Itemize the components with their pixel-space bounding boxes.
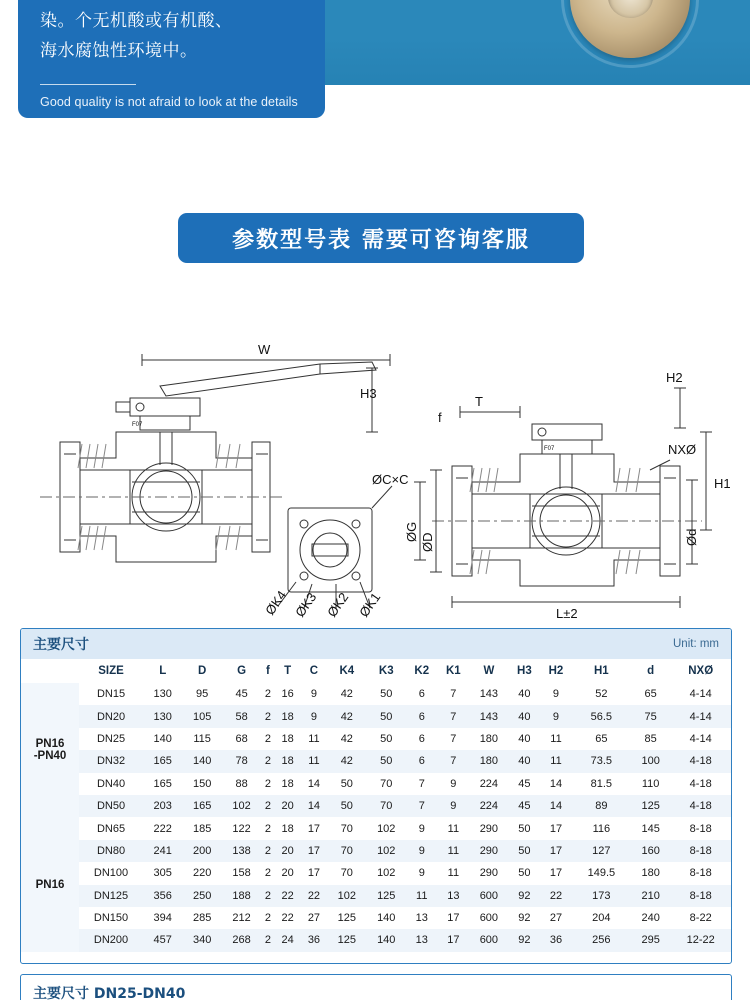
table-cell: 56.5 [590,710,613,723]
table-cell: 24 [281,934,294,947]
table-cell: 110 [641,777,660,790]
table-cell: 27 [549,912,563,925]
table-cell: 160 [641,844,660,857]
dimension-table-unit: Unit: mm [673,638,719,650]
table-cell: 22 [307,889,321,902]
table-col-header-k3: K3 [378,665,394,677]
table-cell: 17 [307,822,321,835]
drawing-flange-tag-right: F07 [544,446,555,452]
table-cell: 70 [380,777,393,790]
table-cell: 138 [232,844,251,857]
intro-en-line: Good quality is not afraid to look at the details [40,95,298,109]
table-cell: 50 [380,732,393,745]
table-cell: 50 [380,710,393,723]
table-row [21,795,731,817]
table-cell: 36 [307,934,321,947]
table-cell: 210 [641,889,660,902]
table-cell: 200 [192,844,212,857]
table-cell: 6 [418,732,425,745]
table-cell: 102 [377,867,396,880]
table-cell: 9 [552,710,560,723]
table-cell: 9 [450,800,457,813]
table-cell: 50 [518,822,531,835]
table-cell: 18 [281,710,294,723]
drawing-label-length: L±2 [556,606,578,620]
dimension-table [21,659,731,952]
table-cell: 2 [264,800,271,813]
intro-card [18,0,325,118]
table-col-header-t: T [284,665,292,677]
table-cell: 17 [447,934,460,947]
table-row [21,773,731,795]
drawing-label-h2: H2 [666,370,683,385]
table-cell: 50 [380,688,393,701]
drawing-label-k2: ØK2 [324,589,352,620]
table-cell: 6 [418,710,425,723]
table-cell: 285 [192,912,212,925]
table-cell: 20 [281,844,294,857]
table-cell: 40 [518,732,531,745]
table-cell: 7 [418,800,425,813]
drawing-label-phid-small: Ød [684,528,699,546]
table-cell: 140 [153,732,172,745]
section-title: 参数型号表 需要可咨询客服 [178,213,584,263]
table-cell: 68 [235,732,248,745]
table-cell: 11 [447,867,460,880]
table-col-header-f: f [265,665,270,677]
intro-cn-line-1: 染。个无机酸或有机酸、 [40,11,233,31]
table-cell: 125 [641,800,660,813]
table-cell: 165 [192,800,212,813]
table-cell: 125 [337,912,356,925]
table-row [21,728,731,750]
table-cell: 7 [450,710,457,723]
drawing-label-k4: ØK4 [262,587,290,618]
table-row [21,683,731,705]
table-cell: 17 [307,844,321,857]
table-cell: 116 [592,822,611,835]
table-cell: 8-22 [689,912,712,925]
table-cell: 14 [307,777,321,790]
table-cell: 42 [340,755,353,768]
table-cell: 17 [549,844,563,857]
table-cell: 290 [479,844,499,857]
table-cell: 20 [281,800,294,813]
table-cell: 18 [281,755,294,768]
table-col-header-d: d [647,665,655,677]
table-cell: 14 [549,777,563,790]
table-cell: 2 [264,822,271,835]
table-body [21,683,731,952]
table-cell: 2 [264,934,271,947]
table-cell-size: DN25 [96,732,126,745]
table-cell: 165 [153,755,172,768]
table-cell: 42 [340,710,353,723]
table-cell: 143 [479,710,499,723]
table-cell: 58 [235,710,248,723]
table-cell: 9 [418,867,425,880]
table-cell: 125 [337,934,356,947]
table-cell-size: DN80 [96,844,126,857]
table-cell: 290 [479,822,499,835]
table-cell: 20 [281,867,294,880]
intro-cn-line-2: 海水腐蚀性环境中。 [40,41,198,61]
dimension-table-header [21,629,731,659]
table-cell-size: DN15 [96,688,126,701]
table-cell: 180 [479,755,499,768]
drawing-label-w: W [258,342,271,357]
table-cell: 100 [641,755,660,768]
table-cell: 6 [418,755,425,768]
table-cell: 9 [418,844,425,857]
table-cell: 18 [281,777,294,790]
table-cell: 42 [340,732,353,745]
table-cell: 42 [340,688,353,701]
table-cell: 356 [153,889,172,902]
table-cell: 11 [550,732,562,745]
table-cell: 89 [595,800,608,813]
table-cell-size: DN100 [93,867,129,880]
table-cell: 158 [232,867,251,880]
table-cell: 4-14 [689,688,712,701]
table-cell: 50 [380,755,393,768]
table-col-header-k4: K4 [339,665,355,677]
table-cell: 18 [281,732,294,745]
table-cell: 12-22 [686,934,715,947]
table-cell: 4-18 [689,777,712,790]
table-cell: 102 [337,889,356,902]
table-cell: 180 [641,867,660,880]
table-cell: 14 [307,800,321,813]
table-cell: 50 [518,844,531,857]
table-cell: 52 [595,688,608,701]
table-cell: 140 [377,912,396,925]
table-cell: 40 [518,755,531,768]
table-cell: 290 [479,867,499,880]
table-cell: 115 [193,732,211,745]
table-col-header-nx-: NXØ [688,665,714,677]
drawing-label-phid: ØD [420,532,435,552]
table-cell: 7 [450,732,457,745]
table-cell: 9 [310,688,317,701]
drawing-label-t: T [475,394,483,409]
table-row [21,750,731,772]
table-cell: 81.5 [590,777,613,790]
table-cell: 11 [447,844,460,857]
table-cell: 40 [518,688,531,701]
table-cell: 16 [281,688,294,701]
table-col-header-c: C [309,665,319,677]
table-cell: 8-18 [689,822,712,835]
table-cell: 17 [307,867,321,880]
table-cell-size: DN200 [93,934,129,947]
table-cell: 11 [550,755,562,768]
table-cell: 70 [340,867,353,880]
table-cell: 70 [380,800,393,813]
pressure-rating-cell: PN16 [21,817,79,951]
table-col-header-group [21,659,79,683]
table-col-header-size: SIZE [98,665,124,677]
table-cell: 65 [644,688,657,701]
table-cell: 600 [479,889,499,902]
table-cell: 394 [153,912,172,925]
drawing-label-h3: H3 [360,386,377,401]
secondary-table-card [20,974,732,1000]
table-cell: 2 [264,889,271,902]
table-cell: 45 [235,688,248,701]
table-cell: 4-14 [689,732,712,745]
dimension-table-head-row [21,659,731,683]
table-cell: 92 [518,934,531,947]
table-cell: 11 [308,732,320,745]
table-cell: 165 [153,777,172,790]
table-cell-size: DN150 [93,912,129,925]
table-col-header-k2: K2 [414,665,430,677]
table-cell: 50 [518,867,531,880]
table-cell: 13 [447,889,460,902]
table-row [21,817,731,839]
table-cell: 45 [518,777,531,790]
product-photo [325,0,750,85]
table-cell: 105 [192,710,212,723]
table-cell: 78 [235,755,248,768]
table-row [21,705,731,727]
table-cell: 4-14 [689,710,712,723]
table-cell: 2 [264,732,271,745]
table-cell: 2 [264,867,271,880]
table-col-header-k1: K1 [446,665,461,677]
dimension-table-card [20,628,732,964]
table-cell: 140 [192,755,212,768]
table-cell: 256 [592,934,611,947]
table-cell: 70 [340,844,353,857]
table-col-header-h2: H2 [548,665,564,677]
table-cell: 9 [418,822,425,835]
table-cell: 250 [192,889,212,902]
technical-drawing [20,320,732,620]
table-col-header-d: D [198,665,207,677]
intro-divider [40,84,136,85]
table-cell: 2 [264,844,271,857]
drawing-label-f: f [438,410,442,425]
dimension-table-title: 主要尺寸 [33,637,89,653]
drawing-flange-tag-left: F07 [132,422,143,428]
table-cell: 140 [377,934,396,947]
table-cell-size: DN50 [96,800,126,813]
table-cell: 222 [153,822,172,835]
table-cell: 130 [153,710,172,723]
table-cell: 102 [377,822,396,835]
table-cell: 212 [232,912,251,925]
table-cell: 295 [641,934,660,947]
table-cell: 180 [479,732,499,745]
table-cell: 8-18 [689,844,712,857]
table-cell: 14 [549,800,563,813]
table-cell: 143 [479,688,499,701]
table-cell: 102 [377,844,396,857]
table-cell: 600 [479,912,499,925]
table-cell: 2 [264,755,271,768]
table-cell: 7 [450,755,457,768]
table-cell-size: DN32 [96,755,126,768]
table-cell: 203 [153,800,172,813]
table-cell: 13 [415,934,428,947]
table-cell: 125 [377,889,396,902]
table-cell: 18 [281,822,294,835]
table-cell: 45 [518,800,531,813]
table-cell: 102 [232,800,251,813]
table-row [21,885,731,907]
pressure-rating-cell: PN16 -PN40 [21,683,79,817]
drawing-label-h1: H1 [714,476,731,491]
table-cell: 17 [549,867,563,880]
table-cell: 92 [518,889,531,902]
table-cell-size: DN40 [96,777,126,790]
table-cell: 220 [192,867,212,880]
table-cell: 122 [232,822,251,835]
table-cell: 70 [340,822,353,835]
table-cell: 240 [641,912,660,925]
table-cell: 8-18 [689,889,712,902]
table-cell: 2 [264,688,271,701]
drawing-label-nxphi: NXØ [668,442,697,457]
table-cell: 241 [153,844,172,857]
table-cell: 95 [196,688,209,701]
table-cell: 7 [418,777,425,790]
drawing-label-cxc: ØC×C [372,472,409,487]
table-cell: 22 [281,912,294,925]
table-cell: 173 [592,889,611,902]
table-cell: 150 [192,777,212,790]
table-cell: 40 [518,710,531,723]
table-cell: 145 [641,822,660,835]
table-cell: 185 [192,822,212,835]
table-cell-size: DN20 [96,710,126,723]
table-row [21,862,731,884]
table-cell: 36 [549,934,563,947]
table-cell: 149.5 [587,867,616,880]
table-cell: 2 [264,710,271,723]
table-cell: 188 [232,889,251,902]
table-cell: 9 [450,777,457,790]
table-cell: 27 [307,912,321,925]
table-col-header-w: W [483,665,495,677]
table-cell-size: DN125 [93,889,129,902]
table-cell: 11 [416,889,428,902]
table-cell: 75 [644,710,657,723]
table-cell: 8-18 [689,867,712,880]
table-header-row [21,659,731,683]
table-cell: 50 [340,800,353,813]
table-cell: 130 [153,688,172,701]
drawing-label-k1: ØK1 [356,589,384,620]
table-cell: 2 [264,912,271,925]
table-cell: 88 [235,777,248,790]
table-cell: 7 [450,688,457,701]
table-cell: 204 [592,912,611,925]
table-row [21,907,731,929]
secondary-table-title: 主要尺寸 DN25-DN40 [33,986,186,1000]
table-cell: 600 [479,934,499,947]
table-cell: 11 [447,822,460,835]
table-cell: 268 [232,934,251,947]
table-col-header-h1: H1 [594,665,609,677]
table-cell-size: DN65 [96,822,126,835]
table-cell: 305 [153,867,172,880]
drawing-label-k3: ØK3 [292,589,320,620]
table-row [21,929,731,951]
table-cell: 85 [644,732,657,745]
table-cell: 4-18 [689,755,712,768]
table-col-header-h3: H3 [517,665,532,677]
table-cell: 11 [308,755,320,768]
table-cell: 224 [479,800,499,813]
table-cell: 9 [552,688,560,701]
table-cell: 2 [264,777,271,790]
table-cell: 17 [447,912,460,925]
table-cell: 50 [340,777,353,790]
table-row [21,840,731,862]
table-cell: 6 [418,688,425,701]
table-col-header-g: G [237,665,247,677]
table-cell: 9 [310,710,317,723]
table-cell: 457 [153,934,172,947]
table-cell: 22 [281,889,294,902]
table-cell: 65 [595,732,608,745]
table-cell: 92 [518,912,531,925]
table-col-header-l: L [159,665,167,677]
table-cell: 4-18 [689,800,712,813]
table-cell: 22 [549,889,563,902]
drawing-label-phig: ØG [404,521,419,542]
table-cell: 73.5 [590,755,613,768]
table-cell: 224 [479,777,499,790]
table-cell: 127 [592,844,611,857]
table-cell: 17 [549,822,563,835]
table-cell: 340 [192,934,212,947]
table-cell: 13 [415,912,428,925]
